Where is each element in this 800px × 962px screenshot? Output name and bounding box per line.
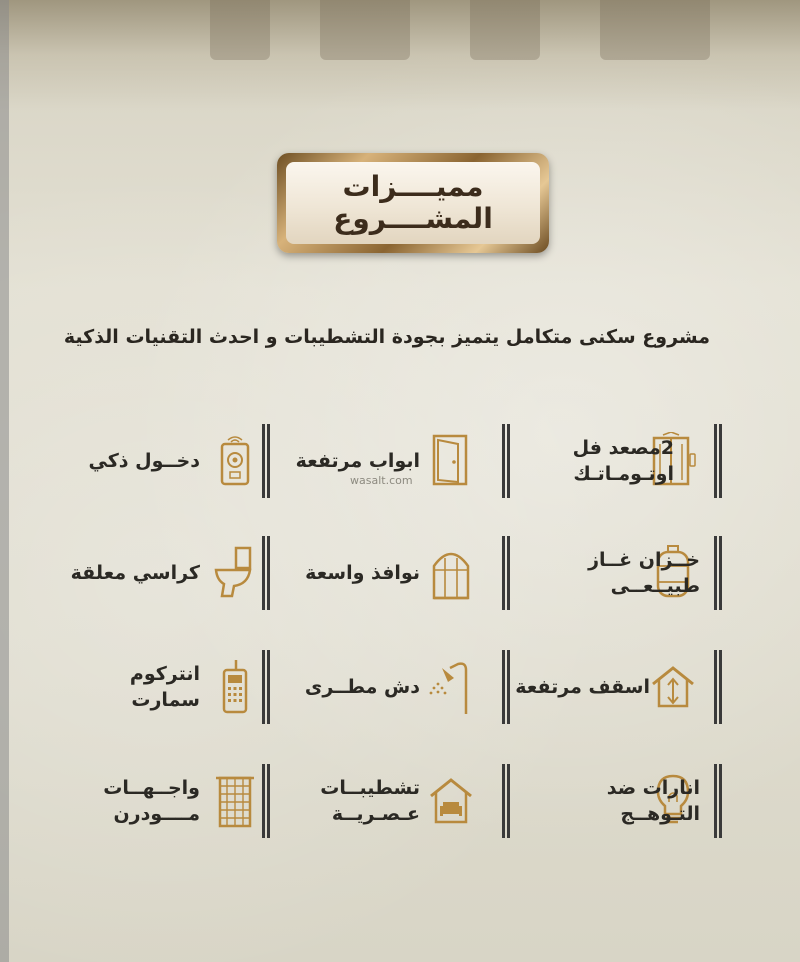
high-ceiling-icon <box>650 658 696 714</box>
title-line-2: المشــــروع <box>333 202 493 235</box>
feature-line-1: انتركوم سمارت <box>129 663 200 711</box>
feature-line-1: خــزان غــاز <box>588 549 700 571</box>
separator <box>262 536 270 610</box>
separator <box>502 424 510 498</box>
feature-line-1: كراسي معلقة <box>70 562 200 584</box>
separator <box>714 424 722 498</box>
feature-line-1: نوافذ واسعة <box>305 562 420 584</box>
subtitle: مشروع سكنى متكامل يتميز بجودة التشطيبات و احدث التقنيات الذكية <box>63 326 710 348</box>
feature-elevator <box>500 424 722 498</box>
feature-high-ceilings <box>500 650 722 724</box>
title-line-1: مميــــزات <box>342 170 484 203</box>
separator <box>502 764 510 838</box>
feature-modern-finishing <box>280 764 502 838</box>
separator <box>714 764 722 838</box>
feature-gas-tank <box>500 536 722 610</box>
separator-col <box>262 424 270 498</box>
separator-col <box>262 764 270 838</box>
feature-anti-glare-lighting <box>500 764 722 838</box>
feature-line-1: ابواب مرتفعة <box>295 450 420 472</box>
feature-line-2: طبيــعــى <box>610 575 700 597</box>
feature-line-2: مــــودرن <box>113 803 200 825</box>
separator <box>714 536 722 610</box>
separator <box>502 650 510 724</box>
feature-smart-intercom <box>60 650 282 724</box>
feature-line-1: اسقف مرتفعة <box>515 676 650 698</box>
feature-label <box>280 764 420 838</box>
feature-line-1: دخــول ذكي <box>88 450 200 472</box>
finishing-icon <box>428 772 474 828</box>
feature-line-2: التـوهــج <box>620 803 700 825</box>
feature-label <box>60 424 200 498</box>
feature-modern-facades <box>60 764 282 838</box>
watermark: wasalt.com <box>350 474 413 487</box>
header-photo <box>0 0 800 110</box>
feature-line-1: واجــهــات <box>103 777 200 799</box>
feature-label <box>60 764 200 838</box>
feature-line-1: دش مطــرى <box>304 676 420 698</box>
feature-line-1: تشطيبــات <box>320 777 420 799</box>
feature-line-1: 2مصعد فل <box>572 437 674 459</box>
smart-lock-icon <box>212 432 258 488</box>
feature-line-2: عـصـريــة <box>331 803 420 825</box>
feature-line-1: انارات ضد <box>606 777 700 799</box>
feature-label <box>280 650 420 724</box>
feature-label <box>280 424 420 498</box>
separator <box>262 650 270 724</box>
separator <box>262 764 270 838</box>
separator <box>502 536 510 610</box>
toilet-icon <box>212 544 258 600</box>
feature-label <box>580 536 700 610</box>
feature-label <box>60 536 200 610</box>
intercom-icon <box>212 658 258 714</box>
separator-col <box>262 536 270 610</box>
separator-col <box>262 650 270 724</box>
feature-line-2: اوتـومـاتـك <box>573 463 674 485</box>
feature-label <box>500 424 696 498</box>
title-badge <box>277 153 549 253</box>
feature-label <box>500 650 650 724</box>
separator <box>262 424 270 498</box>
feature-high-doors <box>280 424 502 498</box>
building-icon <box>212 772 258 828</box>
feature-wide-windows <box>280 536 502 610</box>
feature-label <box>280 536 420 610</box>
shower-icon <box>428 658 474 714</box>
feature-wall-hung-toilets <box>60 536 282 610</box>
feature-rain-shower <box>280 650 502 724</box>
left-edge-strip <box>0 0 9 962</box>
feature-label <box>580 764 700 838</box>
window-icon <box>428 544 474 600</box>
feature-smart-entry <box>60 424 282 498</box>
feature-label <box>60 650 200 724</box>
door-icon <box>428 432 474 488</box>
separator <box>714 650 722 724</box>
